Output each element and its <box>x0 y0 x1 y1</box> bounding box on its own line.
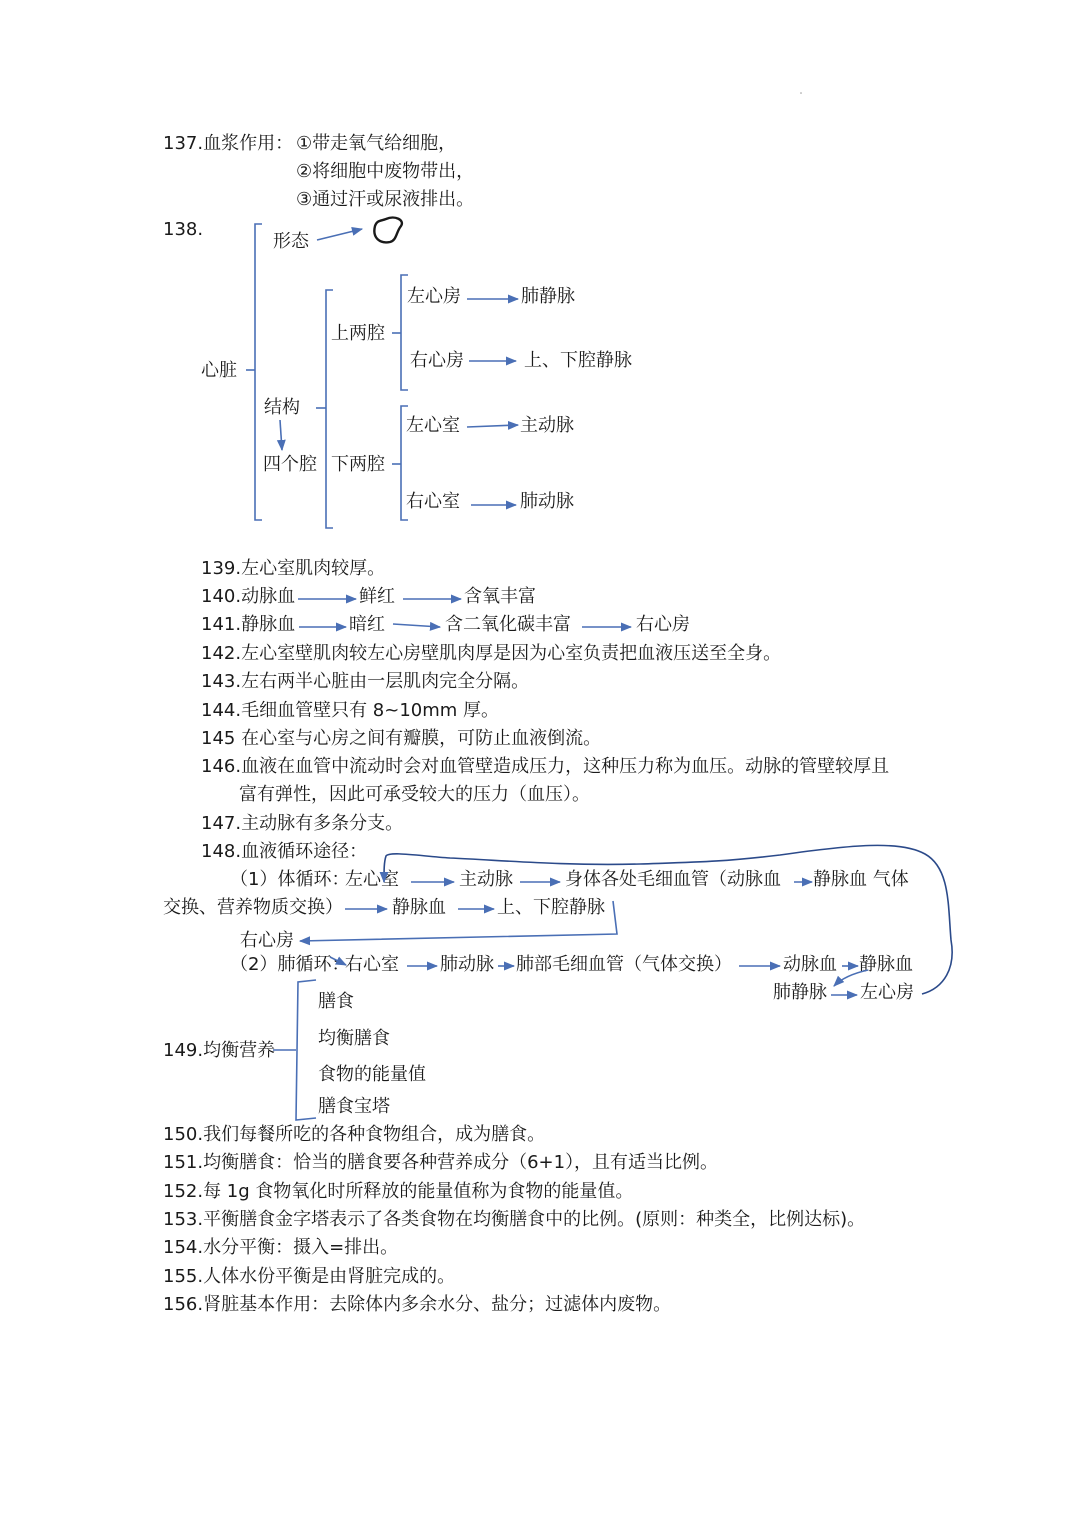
item-146-line-1: 146.血液在血管中流动时会对血管壁造成压力，这种压力称为血压。动脉的管壁较厚且 <box>201 756 890 777</box>
left-ventricle-label: 左心室 <box>406 415 460 436</box>
pulmonary-arterial-blood: 动脉血 <box>783 954 837 975</box>
item-141-b: 暗红 <box>349 614 385 635</box>
structure-label: 结构 <box>264 397 300 418</box>
pulmonary-right-ventricle: 右心室 <box>345 954 399 975</box>
item-147: 147.主动脉有多条分支。 <box>201 813 404 834</box>
systemic-exchange: 交换、营养物质交换） <box>163 897 343 918</box>
systemic-vena-cava: 上、下腔静脉 <box>497 897 605 918</box>
heart-label: 心脏 <box>201 360 237 381</box>
item-137-label: 137.血浆作用： <box>163 133 294 154</box>
item-137-line-1: ①带走氧气给细胞， <box>296 133 457 154</box>
structure-arrow <box>280 420 282 450</box>
pulmonary-capillaries: 肺部毛细血管（气体交换） <box>516 954 732 975</box>
item-138-number: 138. <box>163 219 204 240</box>
right-atrium-label: 右心房 <box>410 350 464 371</box>
nutrition-item-energy: 食物的能量值 <box>318 1064 426 1085</box>
pulmonary-vein-label: 肺静脉 <box>521 286 575 307</box>
heart-bracket <box>246 224 262 520</box>
item-141-arrow-2 <box>393 624 440 627</box>
pulmonary-artery-label: 肺动脉 <box>520 491 574 512</box>
item-137-line-3: ③通过汗或尿液排出。 <box>296 189 475 210</box>
lower-chambers-label: 下两腔 <box>331 454 385 475</box>
aorta-label: 主动脉 <box>520 415 574 436</box>
upper-chambers-bracket <box>392 275 408 390</box>
item-140-a: 140.动脉血 <box>201 586 296 607</box>
item-141-a: 141.静脉血 <box>201 614 296 635</box>
pulmonary-label: （2）肺循环： <box>230 954 350 975</box>
item-156: 156.肾脏基本作用：去除体内多余水分、盐分；过滤体内废物。 <box>163 1294 672 1315</box>
form-label: 形态 <box>273 231 309 252</box>
item-150: 150.我们每餐所吃的各种食物组合，成为膳食。 <box>163 1124 546 1145</box>
item-153: 153.平衡膳食金字塔表示了各类食物在均衡膳食中的比例。(原则：种类全，比例达标)。 <box>163 1209 866 1230</box>
nutrition-item-pagoda: 膳食宝塔 <box>318 1096 390 1117</box>
item-152: 152.每 1g 食物氧化时所释放的能量值称为食物的能量值。 <box>163 1181 634 1202</box>
systemic-venous-blood-2: 静脉血 <box>392 897 446 918</box>
item-154: 154.水分平衡：摄入=排出。 <box>163 1237 399 1258</box>
item-137-line-2: ②将细胞中废物带出， <box>296 161 475 182</box>
four-chambers-label: 四个腔 <box>263 454 317 475</box>
item-140-b: 鲜红 <box>359 586 395 607</box>
item-146-line-2: 富有弹性，因此可承受较大的压力（血压）。 <box>239 784 590 805</box>
pulmonary-venous-blood: 静脉血 <box>859 954 913 975</box>
upper-chambers-label: 上两腔 <box>331 323 385 344</box>
nutrition-item-balanced-diet: 均衡膳食 <box>318 1028 390 1049</box>
systemic-venous-blood: 静脉血 气体 <box>813 869 909 890</box>
item-155: 155.人体水份平衡是由肾脏完成的。 <box>163 1266 456 1287</box>
left-atrium-label: 左心房 <box>407 286 461 307</box>
systemic-capillaries: 身体各处毛细血管（动脉血 <box>565 869 781 890</box>
item-141-d: 右心房 <box>636 614 690 635</box>
left-ventricle-arrow <box>467 425 518 427</box>
systemic-aorta: 主动脉 <box>459 869 513 890</box>
item-139: 139.左心室肌肉较厚。 <box>201 558 386 579</box>
item-141-c: 含二氧化碳丰富 <box>445 614 571 635</box>
systemic-label: （1）体循环： <box>230 869 350 890</box>
item-149-label: 149.均衡营养 <box>163 1040 276 1061</box>
nutrition-item-diet: 膳食 <box>318 991 354 1012</box>
systemic-right-atrium: 右心房 <box>240 930 294 951</box>
pulmonary-vein: 肺静脉 <box>773 982 827 1003</box>
heart-shape-icon <box>374 218 402 243</box>
item-142: 142.左心室壁肌肉较左心房壁肌肉厚是因为心室负责把血液压送至全身。 <box>201 643 782 664</box>
item-145: 145 在心室与心房之间有瓣膜，可防止血液倒流。 <box>201 728 602 749</box>
vena-cava-label: 上、下腔静脉 <box>524 350 632 371</box>
form-arrow <box>317 229 362 240</box>
item-140-c: 含氧丰富 <box>464 586 536 607</box>
nutrition-bracket <box>273 980 316 1120</box>
systemic-left-ventricle: 左心室 <box>345 869 399 890</box>
item-143: 143.左右两半心脏由一层肌肉完全分隔。 <box>201 671 530 692</box>
corner-speck <box>800 92 802 94</box>
right-ventricle-label: 右心室 <box>406 491 460 512</box>
pulmonary-left-atrium: 左心房 <box>860 982 914 1003</box>
item-148-title: 148.血液循环途径： <box>201 841 368 862</box>
item-144: 144.毛细血管壁只有 8~10mm 厚。 <box>201 700 500 721</box>
pulmonary-artery: 肺动脉 <box>440 954 494 975</box>
item-151: 151.均衡膳食：恰当的膳食要各种营养成分（6+1），且有适当比例。 <box>163 1152 719 1173</box>
